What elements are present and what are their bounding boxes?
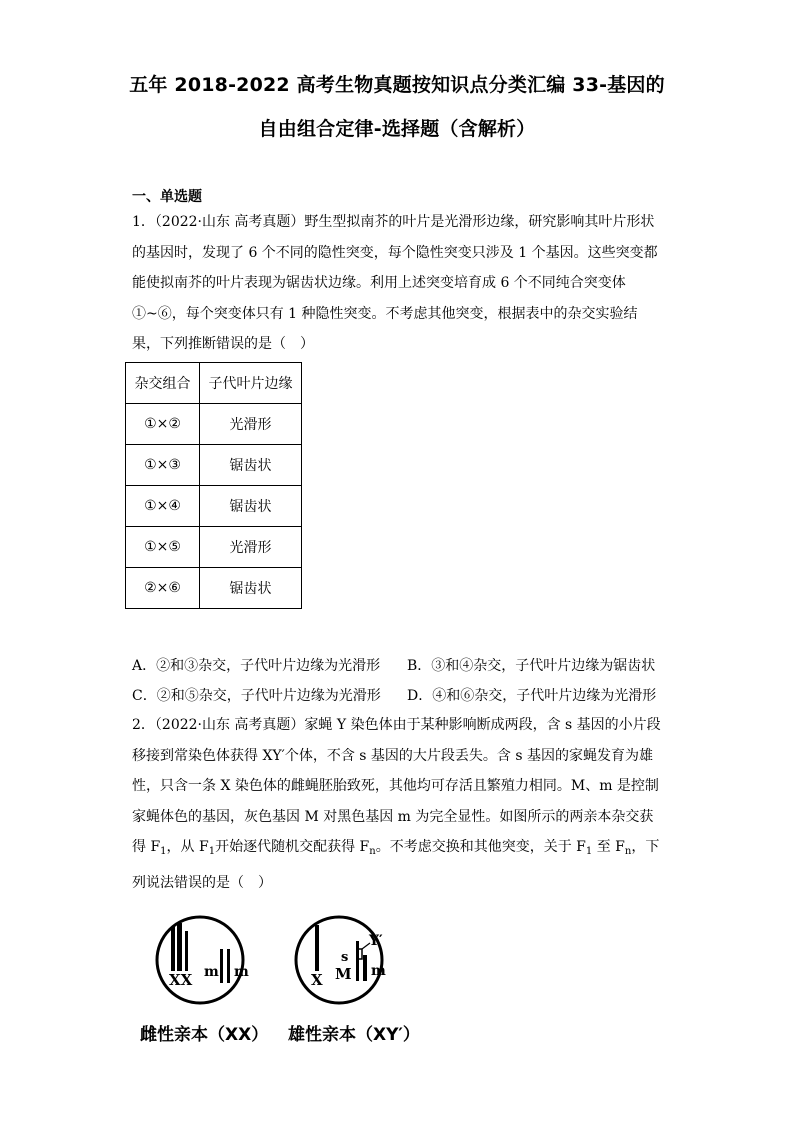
male-parent-caption: 雄性亲本（XY′） (288, 1025, 420, 1045)
question-2-stem (132, 710, 664, 898)
q2-text: 。不考虑交换和其他突变，关于 F (375, 839, 586, 855)
table-cell: ①×④ (126, 486, 200, 527)
table-row (126, 445, 302, 486)
x-chromosome (171, 927, 175, 971)
q2-text: 开始逐代随机交配获得 F (215, 839, 370, 855)
table-header-cell: 杂交组合 (126, 363, 200, 404)
table-cell: 光滑形 (200, 527, 302, 568)
q2-text: ，下列说法错误的是（ ） (132, 839, 660, 891)
x-chromosome (315, 925, 319, 971)
table-cell: 光滑形 (200, 404, 302, 445)
table-row (126, 527, 302, 568)
chromosome-figure (135, 905, 415, 1020)
autosome (220, 949, 223, 983)
cross-result-table (125, 362, 302, 609)
subscript: n (369, 846, 376, 857)
gene-m-label: m (371, 963, 386, 979)
option-d: D．④和⑥杂交，子代叶片边缘为光滑形 (407, 688, 657, 704)
table-cell: 锯齿状 (200, 445, 302, 486)
y-fragment (357, 949, 362, 959)
q2-text: 至 F (592, 839, 625, 855)
subscript: 1 (585, 846, 593, 857)
document-title-line2: 自由组合定律-选择题（含解析） (258, 118, 536, 140)
female-parent-caption: 雌性亲本（XX） (140, 1025, 269, 1045)
subscript: n (624, 846, 632, 857)
autosome (363, 955, 367, 981)
gene-s-label: s (341, 950, 349, 965)
table-cell: 锯齿状 (200, 568, 302, 609)
option-a: A．②和③杂交，子代叶片边缘为光滑形 (132, 658, 381, 674)
x-chromosome (185, 931, 188, 971)
table-cell: ①×③ (126, 445, 200, 486)
table-row (126, 568, 302, 609)
x-chromosome (177, 923, 182, 971)
section-heading: 一、单选题 (132, 189, 202, 205)
gene-m-label: m (204, 964, 219, 980)
table-cell: ②×⑥ (126, 568, 200, 609)
option-c: C．②和⑤杂交，子代叶片边缘为光滑形 (132, 688, 381, 704)
female-xx-label: XX (169, 971, 193, 989)
table-cell: 锯齿状 (200, 486, 302, 527)
table-row (126, 404, 302, 445)
cell-membrane (296, 917, 382, 1003)
table-row (126, 486, 302, 527)
male-parent-cell (296, 917, 386, 1003)
y-prime-label: Y′ (369, 933, 383, 949)
gene-x-label: X (311, 971, 323, 989)
autosome (356, 941, 359, 981)
option-b: B．③和④杂交，子代叶片边缘为锯齿状 (407, 658, 656, 674)
table-cell: ①×⑤ (126, 527, 200, 568)
gene-big-m-label: M (335, 965, 352, 983)
question-1-stem: 1．（2022·山东 高考真题）野生型拟南芥的叶片是光滑形边缘，研究影响其叶片形状的基因时，发现了 6 个不同的隐性突变，每个隐性突变只涉及 1 个基因。这些突变都能使拟南芥的叶片表现为锯齿状边缘。利用上述突变培育成 6 个不同纯合突变体①~⑥，每个突变体只有 1 种隐性突变。不考虑其他突变，根据表中的杂交实验结果，下列推断错误的是（ ） (132, 214, 658, 352)
q2-text: 2．（2022·山东 高考真题）家蝇 Y 染色体由于某种影响断成两段，含 s 基因的小片段移接到常染色体获得 XY′个体，不含 s 基因的大片段丢失。含 s 基因的家蝇发育为雄性，只含一条 X 染色体的雌蝇胚胎致死，其他均可存活且繁殖力相同。M、m 是控制家蝇体色的基因，灰色基因 M 对黑色基因 m 为完全显性。如图所示的两亲本杂交获得 F (132, 717, 661, 855)
table-header-cell: 子代叶片边缘 (200, 363, 302, 404)
table-header-row (126, 363, 302, 404)
autosome (227, 949, 230, 983)
subscript: 1 (160, 846, 167, 857)
table-cell: ①×② (126, 404, 200, 445)
q2-text: ，从 F (166, 839, 209, 855)
gene-m-label: m (234, 964, 249, 980)
document-title-line1: 五年 2018-2022 高考生物真题按知识点分类汇编 33-基因的 (129, 74, 665, 96)
subscript: 1 (208, 846, 216, 857)
female-parent-cell (157, 917, 249, 1003)
cell-membrane (157, 917, 243, 1003)
